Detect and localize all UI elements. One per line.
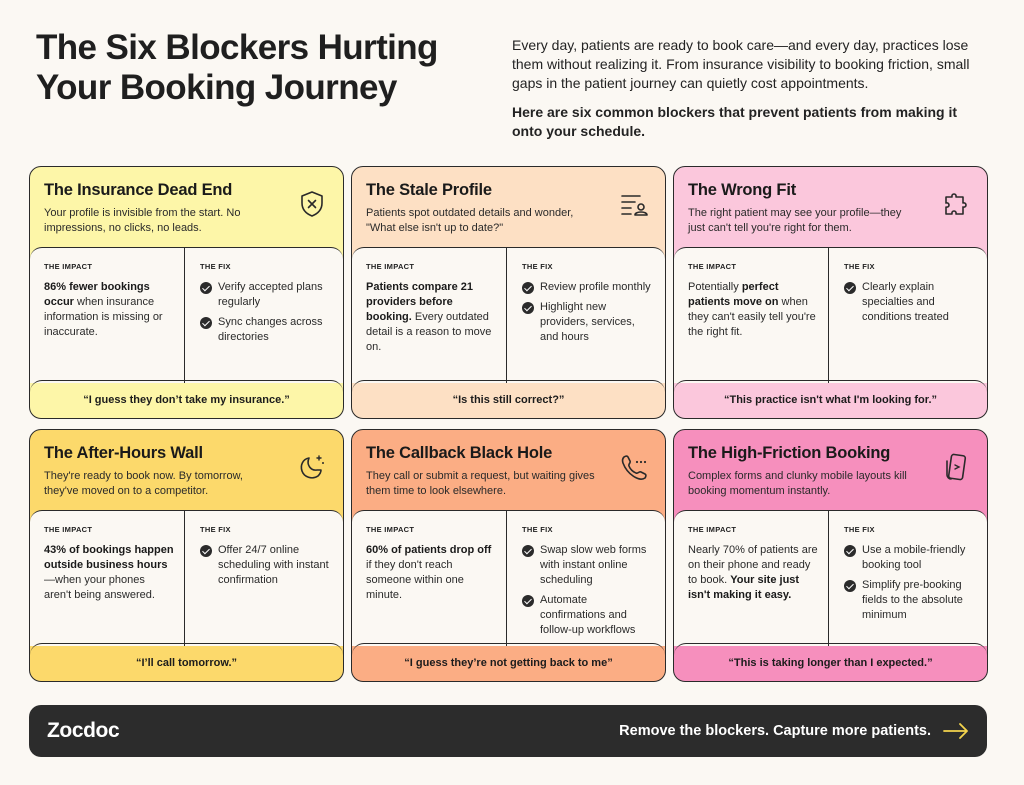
fix-text: Use a mobile-friendly booking tool bbox=[862, 544, 966, 571]
mobile-icon bbox=[941, 452, 971, 482]
check-circle-icon bbox=[844, 580, 856, 592]
impact-lead: Nearly 70% of patients are on their phone and ready to book. bbox=[688, 544, 818, 586]
card-subtitle: Your profile is invisible from the start. No impressions, no clicks, no leads. bbox=[44, 207, 241, 234]
page-title bbox=[36, 28, 476, 108]
impact-rest: when they can't easily tell you're the right fit. bbox=[688, 296, 816, 338]
footer-banner bbox=[29, 705, 987, 757]
impact-rest: if they don't reach someone within one minute. bbox=[366, 559, 464, 601]
impact-text bbox=[688, 543, 818, 603]
impact-column bbox=[674, 248, 829, 383]
intro-bold-text: Here are six common blockers that prevent patients from making it onto your schedule. bbox=[512, 104, 958, 139]
fix-label: THE FIX bbox=[522, 262, 553, 271]
card-body bbox=[352, 247, 665, 383]
blocker-card bbox=[351, 429, 666, 682]
check-circle-icon bbox=[522, 545, 534, 557]
fix-text: Swap slow web forms with instant online scheduling bbox=[540, 544, 647, 586]
check-circle-icon bbox=[522, 302, 534, 314]
impact-label: THE IMPACT bbox=[688, 262, 737, 271]
card-quote: “I guess they’re not getting back to me” bbox=[352, 643, 665, 681]
blocker-card bbox=[673, 166, 988, 419]
card-header bbox=[30, 167, 343, 247]
fix-label: THE FIX bbox=[844, 525, 875, 534]
fix-item bbox=[844, 280, 977, 325]
page-title-line-1: The Six Blockers Hurting bbox=[36, 28, 438, 67]
fix-item bbox=[200, 315, 333, 345]
card-title: The Insurance Dead End bbox=[44, 181, 233, 199]
fix-column bbox=[185, 248, 343, 383]
card-header bbox=[674, 167, 987, 247]
intro-text: Every day, patients are ready to book care—and every day, practices lose them without realizing it. From insurance visibility to booking friction, small gaps in the patient journey can quietly cost appointments. bbox=[512, 37, 970, 91]
card-subtitle: Patients spot outdated details and wonder, "What else isn't up to date?" bbox=[366, 207, 574, 234]
blocker-card bbox=[29, 429, 344, 682]
impact-lead: Potentially bbox=[688, 281, 742, 293]
impact-highlight: Your site just isn't making it easy. bbox=[688, 574, 800, 601]
impact-column bbox=[30, 248, 185, 383]
fix-item bbox=[522, 543, 655, 588]
card-body bbox=[352, 510, 665, 646]
fix-column bbox=[507, 248, 665, 383]
blocker-card bbox=[673, 429, 988, 682]
fix-text: Clearly explain specialties and conditions treated bbox=[862, 281, 949, 323]
impact-highlight: 86% fewer bookings occur bbox=[44, 281, 150, 308]
impact-text bbox=[688, 280, 818, 340]
fix-item bbox=[844, 543, 977, 573]
card-title: The High-Friction Booking bbox=[688, 444, 891, 462]
card-body bbox=[30, 510, 343, 646]
card-subtitle: They're ready to book now. By tomorrow, they've moved on to a competitor. bbox=[44, 470, 243, 497]
impact-column bbox=[352, 248, 507, 383]
card-title: The Wrong Fit bbox=[688, 181, 796, 199]
impact-label: THE IMPACT bbox=[44, 262, 93, 271]
zocdoc-logo: Zocdoc bbox=[47, 719, 120, 742]
impact-label: THE IMPACT bbox=[44, 525, 93, 534]
card-title: The Callback Black Hole bbox=[366, 444, 553, 462]
card-subtitle: They call or submit a request, but waiting gives them time to look elsewhere. bbox=[366, 470, 595, 497]
shield-x-icon bbox=[297, 189, 327, 219]
fix-label: THE FIX bbox=[200, 525, 231, 534]
card-quote: “This is taking longer than I expected.” bbox=[674, 643, 987, 681]
fix-item bbox=[522, 593, 655, 638]
fix-text: Highlight new providers, services, and hours bbox=[540, 301, 635, 343]
card-header bbox=[674, 430, 987, 510]
puzzle-icon bbox=[941, 189, 971, 219]
fix-item bbox=[200, 543, 333, 588]
fix-column bbox=[185, 511, 343, 646]
card-header bbox=[30, 430, 343, 510]
intro bbox=[512, 36, 982, 141]
fix-item bbox=[522, 280, 655, 295]
card-subtitle: The right patient may see your profile—they just can't tell you're right for them. bbox=[688, 207, 902, 234]
blocker-card bbox=[351, 166, 666, 419]
impact-rest: when insurance information is missing or inaccurate. bbox=[44, 296, 163, 338]
impact-highlight: perfect patients move on bbox=[688, 281, 779, 308]
fix-text: Offer 24/7 online scheduling with instant confirmation bbox=[218, 544, 329, 586]
impact-text bbox=[44, 543, 174, 603]
impact-rest: —when your phones aren't being answered. bbox=[44, 574, 155, 601]
arrow-right-icon bbox=[943, 723, 969, 739]
fix-label: THE FIX bbox=[200, 262, 231, 271]
check-circle-icon bbox=[522, 595, 534, 607]
fix-item bbox=[200, 280, 333, 310]
fix-text: Automate confirmations and follow-up workflows bbox=[540, 594, 636, 636]
card-header bbox=[352, 430, 665, 510]
impact-text bbox=[44, 280, 174, 340]
check-circle-icon bbox=[844, 282, 856, 294]
impact-highlight: 60% of patients drop off bbox=[366, 544, 492, 556]
fix-text: Sync changes across directories bbox=[218, 316, 323, 343]
fix-item bbox=[522, 300, 655, 345]
check-circle-icon bbox=[200, 545, 212, 557]
card-title: The After-Hours Wall bbox=[44, 444, 203, 462]
fix-text: Review profile monthly bbox=[540, 281, 651, 293]
impact-label: THE IMPACT bbox=[366, 262, 415, 271]
impact-text bbox=[366, 543, 496, 603]
impact-column bbox=[352, 511, 507, 646]
card-quote: “Is this still correct?” bbox=[352, 380, 665, 418]
fix-text: Simplify pre-booking fields to the absolute minimum bbox=[862, 579, 963, 621]
fix-label: THE FIX bbox=[522, 525, 553, 534]
impact-highlight: 43% of bookings happen outside business hours bbox=[44, 544, 174, 571]
card-body bbox=[674, 247, 987, 383]
fix-column bbox=[829, 511, 987, 646]
fix-column bbox=[829, 248, 987, 383]
profile-list-icon bbox=[619, 189, 649, 219]
card-body bbox=[674, 510, 987, 646]
impact-label: THE IMPACT bbox=[688, 525, 737, 534]
card-quote: “I’ll call tomorrow.” bbox=[30, 643, 343, 681]
fix-item bbox=[844, 578, 977, 623]
check-circle-icon bbox=[522, 282, 534, 294]
fix-text: Verify accepted plans regularly bbox=[218, 281, 323, 308]
check-circle-icon bbox=[200, 317, 212, 329]
impact-column bbox=[674, 511, 829, 646]
phone-icon bbox=[619, 452, 649, 482]
check-circle-icon bbox=[844, 545, 856, 557]
impact-text bbox=[366, 280, 496, 355]
blocker-card bbox=[29, 166, 344, 419]
check-circle-icon bbox=[200, 282, 212, 294]
moon-icon bbox=[297, 452, 327, 482]
card-body bbox=[30, 247, 343, 383]
card-quote: “This practice isn't what I'm looking for.” bbox=[674, 380, 987, 418]
impact-rest: Every outdated detail is a reason to move on. bbox=[366, 311, 492, 353]
fix-label: THE FIX bbox=[844, 262, 875, 271]
card-header bbox=[352, 167, 665, 247]
page-title-line-2: Your Booking Journey bbox=[36, 68, 397, 107]
card-quote: “I guess they don’t take my insurance.” bbox=[30, 380, 343, 418]
fix-column bbox=[507, 511, 665, 646]
card-subtitle: Complex forms and clunky mobile layouts kill booking momentum instantly. bbox=[688, 470, 907, 497]
impact-label: THE IMPACT bbox=[366, 525, 415, 534]
card-title: The Stale Profile bbox=[366, 181, 492, 199]
footer-tagline: Remove the blockers. Capture more patients. bbox=[619, 723, 931, 739]
impact-highlight: Patients compare 21 providers before booking. bbox=[366, 281, 473, 323]
impact-column bbox=[30, 511, 185, 646]
